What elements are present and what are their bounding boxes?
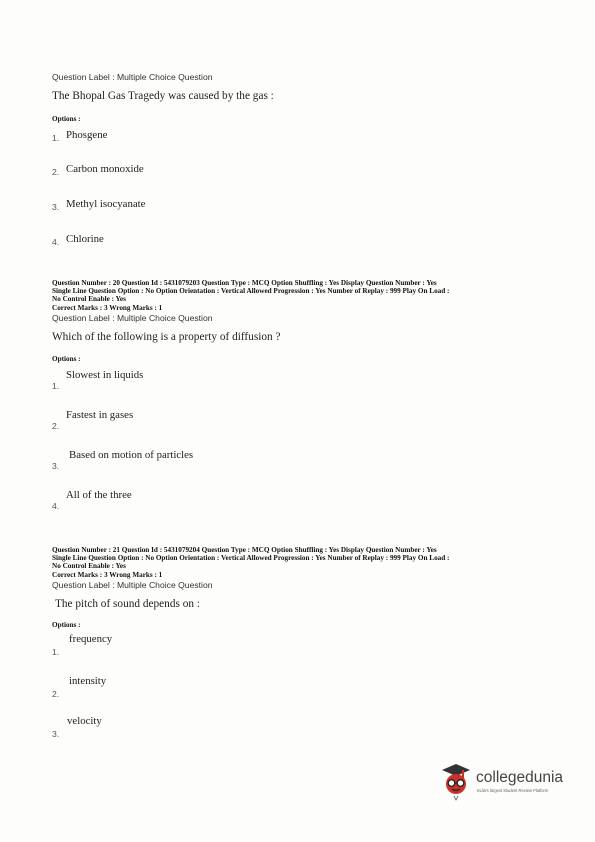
options-heading: Options : (52, 354, 81, 363)
marks-line: Correct Marks : 3 Wrong Marks : 1 (52, 570, 163, 579)
question-19 (52, 72, 552, 263)
option-number: 1. (52, 380, 60, 391)
option-number: 4. (52, 500, 60, 511)
option-text: Phosgene (66, 129, 108, 141)
question-label: Question Label : Multiple Choice Question (52, 579, 213, 590)
brand-tagline: India's largest Student Review Platform (477, 788, 549, 793)
question-label: Question Label : Multiple Choice Question (52, 312, 213, 323)
option-number: 3. (52, 728, 60, 739)
option-number: 2. (52, 420, 60, 431)
graduate-mascot-icon (436, 760, 476, 804)
option-text: Based on motion of particles (69, 448, 194, 461)
question-text: The Bhopal Gas Tragedy was caused by the gas : (52, 90, 274, 102)
option-text: intensity (69, 674, 107, 687)
question-meta: Question Number : 20 Question Id : 5431079203 Question Type : MCQ Option Shuffling : Yes Display Question Number : Yes Single Line Question Option : No Option Orientation : Vertical Allowed Progression : Yes Number of Replay : 999 Play On Load : No Control Enable : Yes (52, 279, 450, 304)
question-label: Question Label : Multiple Choice Question (52, 72, 213, 82)
option-text: frequency (69, 632, 113, 645)
option-text: Fastest in gases (66, 408, 134, 421)
options-heading: Options : (52, 115, 81, 123)
question-meta: Question Number : 21 Question Id : 5431079204 Question Type : MCQ Option Shuffling : Yes Display Question Number : Yes Single Line Question Option : No Option Orientation : Vertical Allowed Progression : Yes Number of Replay : 999 Play On Load : No Control Enable : Yes (52, 546, 450, 571)
option-number: 4. (52, 237, 60, 247)
option-number: 3. (52, 202, 60, 212)
option-text: Carbon monoxide (66, 163, 144, 175)
options-heading: Options : (52, 620, 81, 629)
option-number: 1. (52, 133, 60, 143)
option-number: 2. (52, 688, 60, 699)
option-text: Methyl isocyanate (66, 198, 146, 210)
option-number: 2. (52, 167, 60, 177)
question-text: Which of the following is a property of diffusion ? (52, 330, 281, 343)
question-20 (52, 279, 552, 523)
option-number: 1. (52, 646, 60, 657)
collegedunia-logo (436, 760, 586, 804)
question-21 (52, 546, 552, 759)
option-text: All of the three (66, 488, 132, 501)
option-text: Slowest in liquids (66, 368, 144, 381)
option-number: 3. (52, 460, 60, 471)
marks-line: Correct Marks : 3 Wrong Marks : 1 (52, 303, 163, 312)
option-text: velocity (67, 714, 102, 727)
brand-name: collegedunia (476, 769, 564, 786)
question-text: The pitch of sound depends on : (55, 597, 200, 610)
option-text: Chlorine (66, 233, 104, 245)
